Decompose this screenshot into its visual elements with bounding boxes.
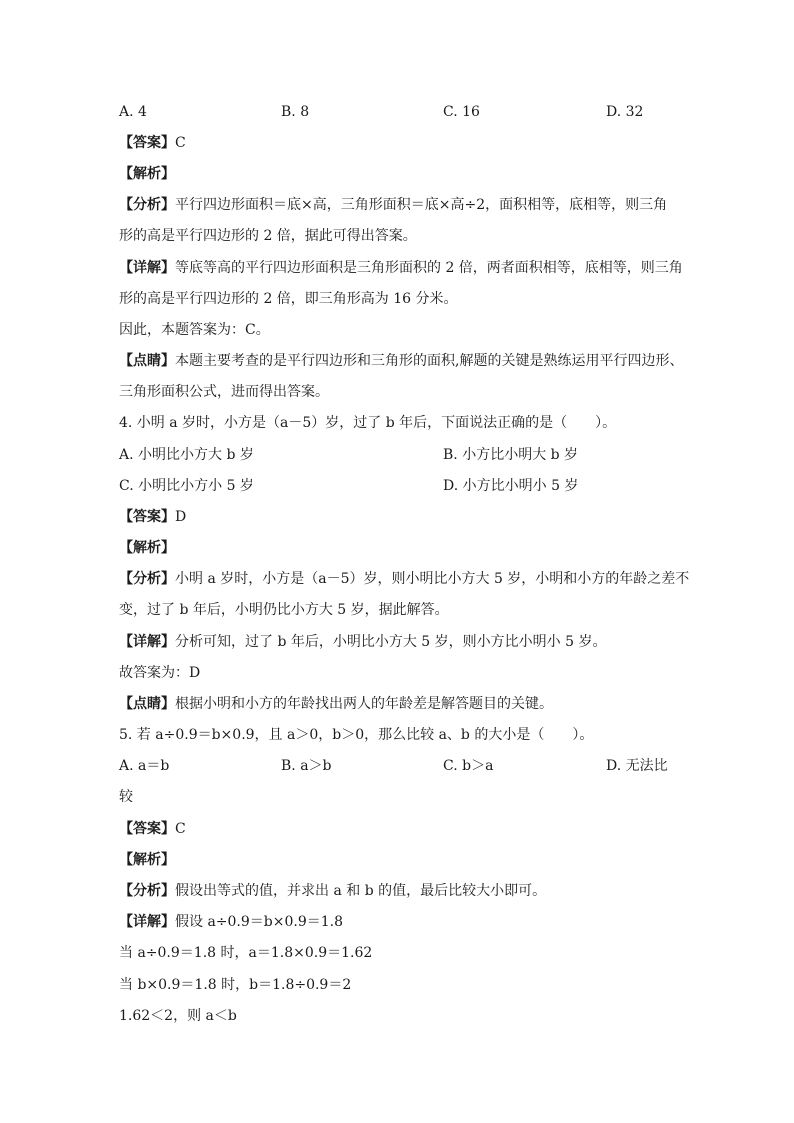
- xiangjie-tag: 【详解】: [119, 634, 175, 650]
- q4-fenxi-line-2: 变，过了 b 年后，小明仍比小方大 5 岁，据此解答。: [119, 602, 449, 618]
- q5-option-d-wrap: 较: [119, 789, 133, 805]
- q3-option-a: A. 4: [119, 104, 147, 120]
- xiangjie-text: 等底等高的平行四边形面积是三角形面积的 2 倍，两者面积相等，底相等，则三角: [175, 260, 683, 276]
- fenxi-tag: 【分析】: [119, 883, 175, 899]
- q3-dianjing-line-2: 三角形面积公式，进而得出答案。: [119, 384, 329, 400]
- fenxi-tag: 【分析】: [119, 197, 175, 213]
- q4-dianjing-line-1: [119, 694, 553, 714]
- q3-dianjing-line-1: [119, 351, 683, 371]
- q3-conclusion: 因此，本题答案为：C。: [119, 322, 270, 338]
- answer-tag: 【答案】: [119, 135, 175, 151]
- q5-step-2: 当 b×0.9＝1.8 时，b＝1.8÷0.9＝2: [119, 977, 352, 993]
- q5-answer-line: [119, 819, 186, 839]
- q5-stem: 5. 若 a÷0.9＝b×0.9，且 a＞0，b＞0，那么比较 a、b 的大小是（ ）。: [119, 727, 594, 743]
- answer-value: D: [175, 509, 187, 525]
- q5-fenxi-line-1: [119, 881, 546, 901]
- answer-tag: 【答案】: [119, 821, 175, 837]
- q5-option-b: B. a＞b: [281, 758, 332, 774]
- dianjing-tag: 【点睛】: [119, 696, 175, 712]
- answer-tag: 【答案】: [119, 509, 175, 525]
- q4-xiangjie-line-1: [119, 632, 606, 652]
- q4-option-a: A. 小明比小方大 b 岁: [119, 447, 254, 463]
- fenxi-text: 小明 a 岁时，小方是（a－5）岁，则小明比小方大 5 岁，小明和小方的年龄之差不: [175, 571, 690, 587]
- q3-jiexi-heading: 【解析】: [119, 166, 175, 182]
- q3-option-b: B. 8: [281, 104, 310, 120]
- q4-fenxi-line-1: [119, 569, 689, 589]
- dianjing-tag: 【点睛】: [119, 353, 175, 369]
- fenxi-tag: 【分析】: [119, 571, 175, 587]
- q5-step-3: 1.62＜2，则 a＜b: [119, 1008, 237, 1024]
- q3-fenxi-line-1: [119, 195, 667, 215]
- q4-option-d: D. 小方比小明小 5 岁: [443, 478, 579, 494]
- q5-option-d: D. 无法比: [606, 758, 668, 774]
- q4-answer-line: [119, 507, 186, 527]
- q3-answer-line: [119, 133, 186, 153]
- q3-xiangjie-line-1: [119, 258, 683, 278]
- answer-value: C: [175, 135, 186, 151]
- xiangjie-tag: 【详解】: [119, 260, 175, 276]
- xiangjie-text: 分析可知，过了 b 年后，小明比小方大 5 岁，则小方比小明小 5 岁。: [175, 634, 607, 650]
- xiangjie-tag: 【详解】: [119, 914, 175, 930]
- q5-option-c: C. b＞a: [443, 758, 494, 774]
- dianjing-text: 根据小明和小方的年龄找出两人的年龄差是解答题目的关键。: [175, 696, 553, 712]
- q3-option-d: D. 32: [606, 104, 644, 120]
- q3-xiangjie-line-2: 形的高是平行四边形的 2 倍，即三角形高为 16 分米。: [119, 291, 458, 307]
- q4-option-b: B. 小方比小明大 b 岁: [443, 447, 579, 463]
- fenxi-text: 假设出等式的值，并求出 a 和 b 的值，最后比较大小即可。: [175, 883, 547, 899]
- q4-jiexi-heading: 【解析】: [119, 540, 175, 556]
- q3-fenxi-line-2: 形的高是平行四边形的 2 倍，据此可得出答案。: [119, 228, 417, 244]
- q5-step-1: 当 a÷0.9＝1.8 时，a＝1.8×0.9＝1.62: [119, 945, 373, 961]
- q4-conclusion: 故答案为：D: [119, 665, 201, 681]
- fenxi-text: 平行四边形面积＝底×高，三角形面积＝底×高÷2，面积相等，底相等，则三角: [175, 197, 668, 213]
- q4-option-c: C. 小明比小方小 5 岁: [119, 478, 254, 494]
- q5-xiangjie-line-1: [119, 912, 343, 932]
- answer-value: C: [175, 821, 186, 837]
- q4-stem: 4. 小明 a 岁时，小方是（a－5）岁，过了 b 年后，下面说法正确的是（ ）。: [119, 415, 617, 431]
- q5-option-a: A. a＝b: [119, 758, 170, 774]
- dianjing-text: 本题主要考查的是平行四边形和三角形的面积,解题的关键是熟练运用平行四边形、: [175, 353, 684, 369]
- xiangjie-text: 假设 a÷0.9＝b×0.9＝1.8: [175, 914, 344, 930]
- q3-option-c: C. 16: [443, 104, 480, 120]
- q5-jiexi-heading: 【解析】: [119, 852, 175, 868]
